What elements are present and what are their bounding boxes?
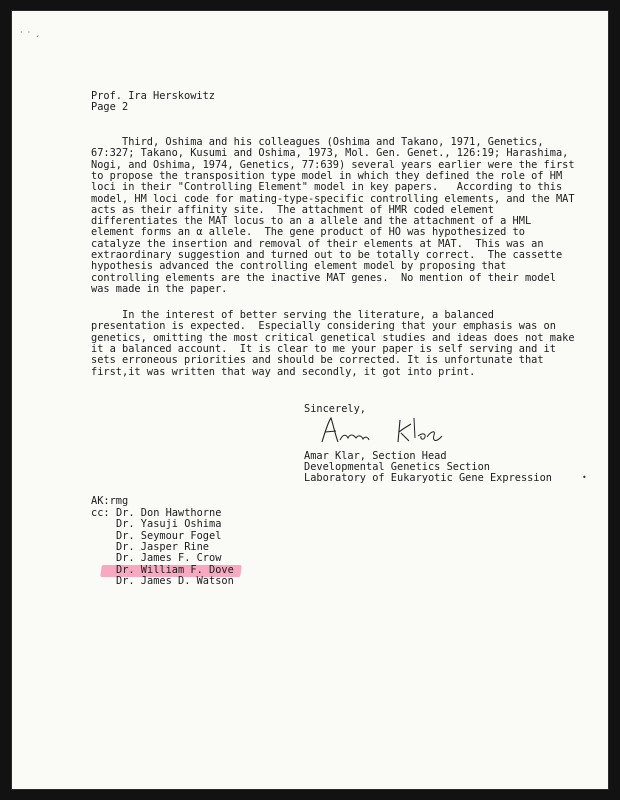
text-line: sets erroneous priorities and should be corrected. It is unfortunate that (91, 354, 544, 367)
text-line: it a balanced account. It is clear to me your paper is self serving and it (91, 342, 556, 355)
text-line: first,it was written that way and secondly, it got into print. (91, 365, 476, 378)
text-line: presentation is expected. Especially considering that your emphasis was on (91, 320, 556, 333)
cc-recipient: Dr. James D. Watson (116, 574, 234, 587)
text-line: hypothesis advanced the controlling element model by proposing that (91, 260, 507, 273)
cc-recipient: Dr. William F. Dove (116, 563, 234, 576)
text-line: differentiates the MAT locus to an a allele and the attachment of a HML (91, 215, 532, 228)
signer-section: Developmental Genetics Section (304, 461, 490, 473)
text-line: was made in the paper. (91, 282, 228, 295)
text-line: to propose the transposition type model in which they defined the role of HM (91, 169, 563, 182)
text-line: model, HM loci code for mating-type-specific controlling elements, and the MAT (91, 192, 575, 205)
cc-recipient: Dr. Seymour Fogel (116, 529, 222, 542)
text-line: Nogi, and Oshima, 1974, Genetics, 77:639) several years earlier were the first (91, 158, 575, 171)
cc-recipient: Dr. James F. Crow (116, 552, 222, 565)
letter-page (12, 11, 608, 789)
text-line: Third, Oshima and his colleagues (Oshima and Takano, 1971, Genetics, (91, 136, 544, 148)
text-line: controlling elements are the inactive MAT genes. No mention of their model (91, 271, 556, 284)
text-line: acts as their affinity site. The attachment of HMR coded element (91, 203, 494, 216)
text-line: catalyze the insertion and removal of their elements at MAT. This was an (91, 237, 544, 250)
handwritten-signature (308, 408, 458, 450)
cc-recipient: Dr. Yasuji Oshima (116, 518, 222, 531)
signer-name-title: Amar Klar, Section Head (304, 450, 447, 462)
page-number: Page 2 (91, 101, 129, 113)
cc-recipient: Dr. Jasper Rine (116, 540, 209, 553)
text-line: In the interest of better serving the literature, a balanced (91, 309, 494, 321)
salutation: Sincerely, (304, 403, 366, 415)
corner-marks: · · ˏ (20, 28, 40, 37)
text-line: loci in their "Controlling Element" model in key papers. According to this (91, 181, 563, 194)
cc-label: cc: (91, 507, 110, 519)
stray-dot: • (582, 473, 587, 482)
recipient-name: Prof. Ira Herskowitz (91, 90, 215, 102)
cc-recipient: Dr. Don Hawthorne (116, 507, 222, 519)
text-line: element forms an α allele. The gene product of HO was hypothesized to (91, 226, 525, 239)
text-line: genetics, omitting the most critical genetical studies and ideas does not make (91, 331, 575, 344)
typist-initials: AK:rmg (91, 495, 129, 507)
text-line: 67:327; Takano, Kusumi and Oshima, 1973, Mol. Gen. Genet., 126:19; Harashima, (91, 147, 569, 160)
signer-lab: Laboratory of Eukaryotic Gene Expression (304, 472, 552, 484)
text-line: extraordinary suggestion and turned out to be totally correct. The cassette (91, 249, 563, 261)
